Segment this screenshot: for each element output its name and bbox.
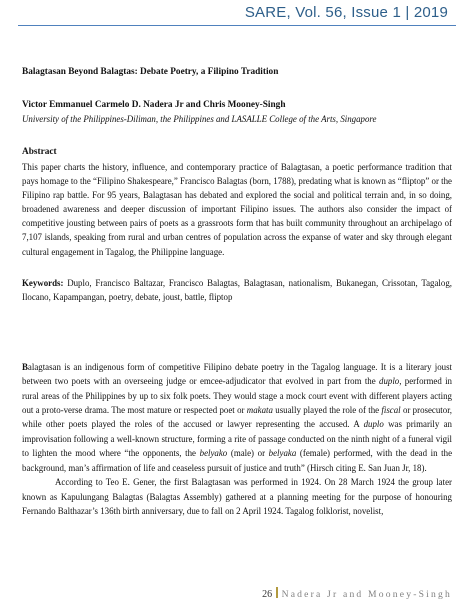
term-belyako: belyako (199, 448, 228, 459)
paper-title: Balagtasan Beyond Balagtas: Debate Poetry, a Filipino Tradition (22, 67, 279, 77)
paper-authors: Victor Emmanuel Carmelo D. Nadera Jr and Chris Mooney-Singh (22, 100, 286, 110)
term-fiscal: fiscal (381, 405, 401, 416)
term-belyaka: belyaka (268, 448, 297, 459)
body-paragraph-1: Balagtasan is an indigenous form of competitive Filipino debate poetry in the Tagalog language. It is a literary joust between two poets with an overseeing judge or emcee-adjudicator that evolved in part from the duplo, performed in rural areas of the Philippines by up to six folk poets. They would stage a mock court event with different players acting out a proto-verse drama. The most mature or respected poet or makata usually played the role of the fiscal or prosecutor, while other poets played the roles of the accused or lawyer representing the accused. A duplo was primarily an improvisation following a well-known structure, forming a rite of passage conducted on the ninth night of a funeral vigil to lighten the mood where “the opponents, the belyako (male) or belyaka (female) performed, with the dead in the background, man’s affirmation of life and ceaseless pursuit of justice and truth” (Hirsch citing E. San Juan Jr, 18). (22, 361, 453, 473)
abstract-heading: Abstract (22, 147, 57, 157)
keywords-label: Keywords: (22, 277, 64, 288)
footer-divider (276, 587, 277, 598)
running-authors: Nadera Jr and Mooney-Singh (281, 589, 452, 600)
keywords-list: Duplo, Francisco Baltazar, Francisco Balagtas, Balagtasan, nationalism, Bukanegan, Crissotan, Tagalog, Ilocano, Kapampangan, poetry, debate, joust, battle, fliptop (22, 277, 452, 302)
term-duplo: duplo (363, 419, 384, 430)
term-duplo: duplo, (379, 376, 402, 387)
page-number: 26 (262, 589, 273, 600)
keywords (22, 276, 452, 304)
author-affiliation: University of the Philippines-Diliman, the Philippines and LASALLE College of the Arts, Singapore (22, 114, 377, 124)
journal-header: SARE, Vol. 56, Issue 1 | 2019 (244, 4, 448, 21)
term-makata: makata (246, 405, 273, 416)
body-paragraph-2: According to Teo E. Gener, the first Balagtasan was performed in 1924. On 28 March 1924 the group later known as Kapulungang Balagtas (Balagtas Assembly) gathered at a planning meeting for the purpose of honouring Fernando Balthazar’s 136th birth anniversary, due to fall on 2 April 1924. Tagalog folklorist, novelist, (22, 477, 452, 516)
drop-cap: B (22, 361, 28, 372)
page-footer (250, 586, 452, 600)
abstract-text: This paper charts the history, influence, and contemporary practice of Balagtasan, a poetic performance tradition that pays homage to the “Filipino Shakespeare,” Francisco Balagtas (born, 1788), predating what is known as “fliptop” or the Filipino rap battle. For 95 years, Balagtasan has debated and explored the social and political terrain and, in so doing, broadened awareness and deeper discussion of important Filipino issues. The authors also consider the impact of competitive jousting between pairs of poets as a grassroots form that has built community throughout an archipelago of 7,107 islands, speaking from rural and urban centres of population across the expanse of water and sky through elegant cultural engagement in Tagalog, the Philippine language. (22, 162, 452, 257)
paper-content (22, 66, 452, 518)
header-rule (18, 25, 456, 26)
